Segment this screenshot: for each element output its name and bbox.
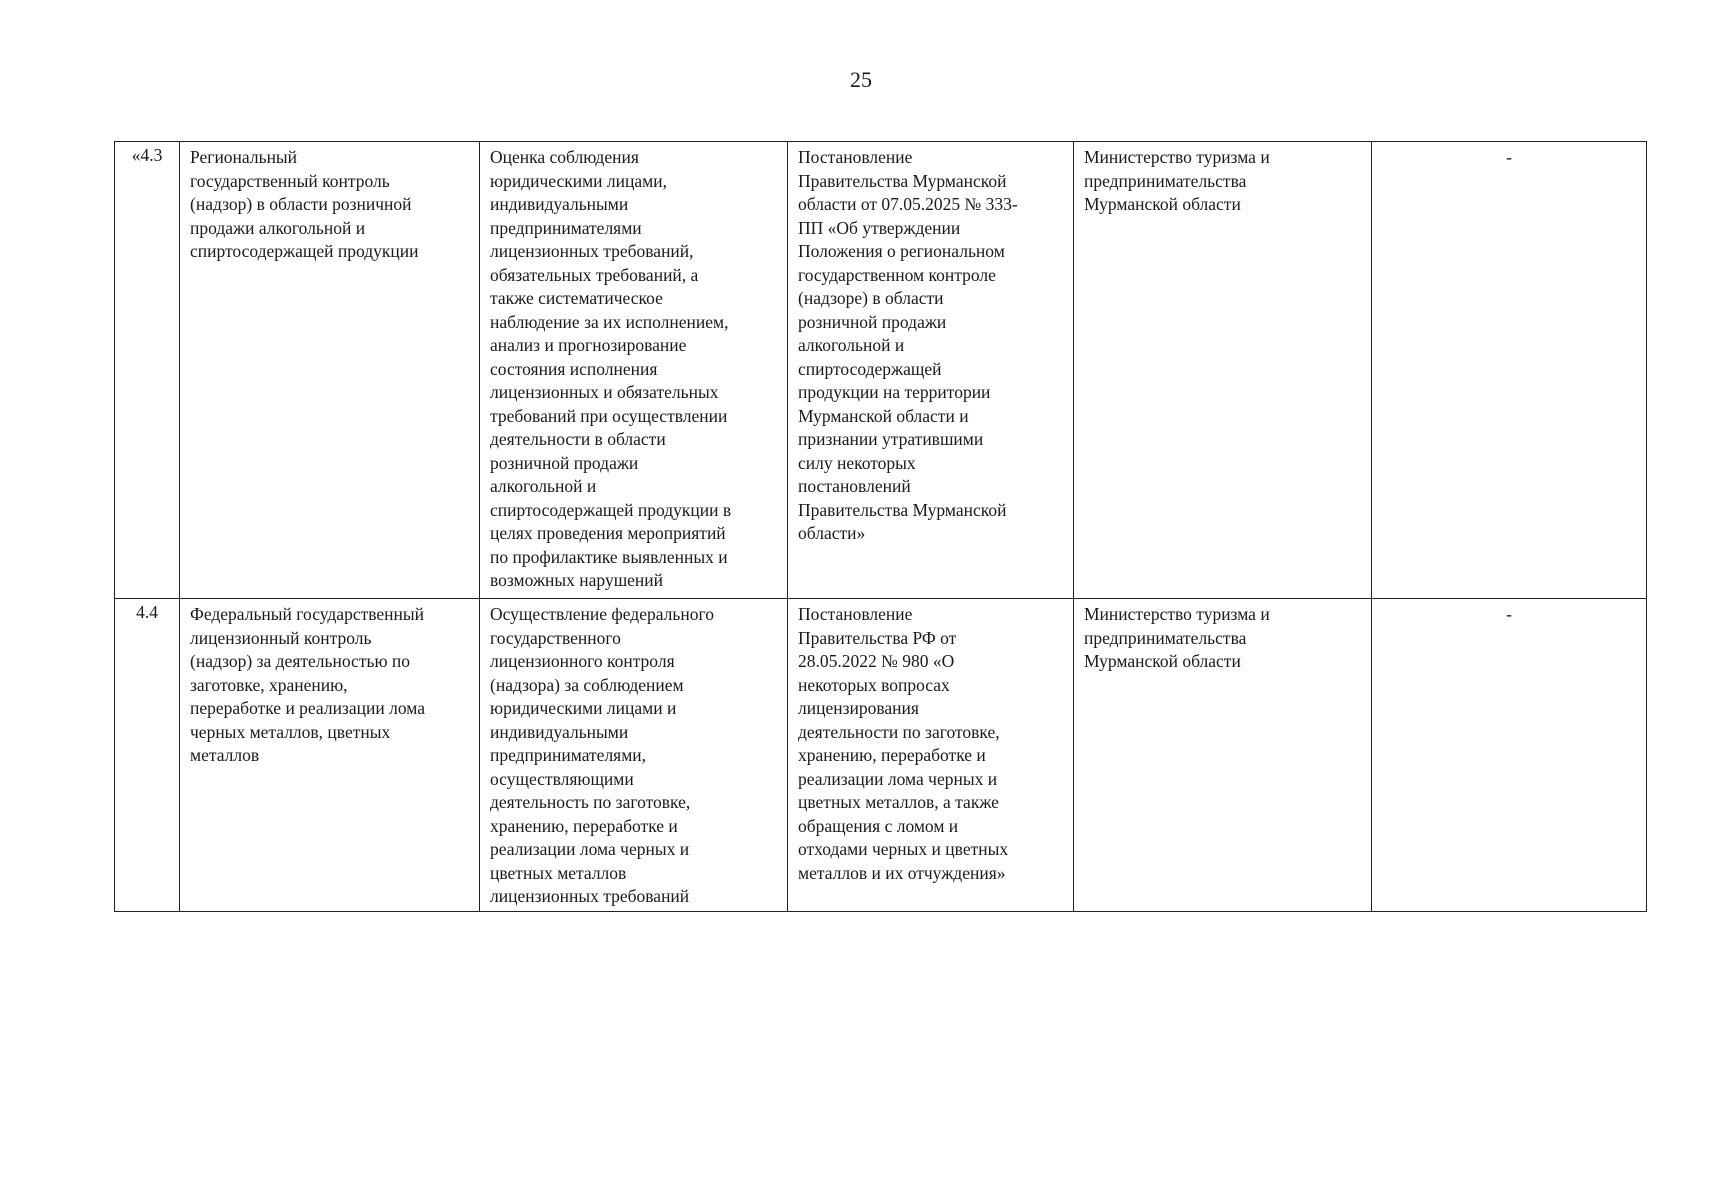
text-line: (надзоре) в области [798,288,944,308]
text-line: реализации лома черных и [798,768,998,789]
page-number: 25 [850,67,872,92]
text-line: лицензионных и обязательных [490,382,719,402]
row-number-cell: «4.3 [115,142,180,599]
text-line: возможных нарушений [490,570,664,590]
text-line: юридическими лицами и [490,698,677,718]
text-line: деятельность по заготовке, [490,792,691,812]
text-line: Положения о региональном [798,241,1005,261]
text-line: лицензионных требований [490,886,690,906]
table-row [115,599,1647,912]
text-line: области» [798,523,866,543]
text-line: наблюдение за их исполнением, [490,311,729,332]
text-line: продукции на территории [798,382,991,402]
text-line: предпринимательства [1084,627,1247,648]
text-line: Мурманской области и [798,405,969,426]
note-cell: - [1372,142,1647,599]
control-name-cell [180,142,480,599]
text-line: хранению, переработке и [490,815,678,836]
text-line: ПП «Об утверждении [798,217,961,238]
text-line: лицензионного контроля [490,651,675,671]
text-line: Федеральный государственный [190,604,425,624]
text-line: алкогольной и [798,335,905,355]
text-line: Мурманской области [1084,651,1241,671]
table-row [115,142,1647,599]
authority-cell [1074,599,1372,912]
text-line: алкогольной и [490,476,597,496]
authority-cell [1074,142,1372,599]
text-line: Региональный [190,147,298,167]
text-line: индивидуальными [490,721,629,742]
text-line: отходами черных и цветных [798,839,1009,859]
text-line: некоторых вопросах [798,674,950,695]
text-line: продажи алкогольной и [190,217,366,238]
text-line: государственного [490,627,621,648]
text-line: обращения с ломом и [798,815,959,836]
note-cell: - [1372,599,1647,912]
text-line: переработке и реализации лома [190,698,425,718]
text-line: черных металлов, цветных [190,721,391,742]
text-line: Министерство туризма и [1084,147,1270,167]
text-line: Оценка соблюдения [490,147,639,167]
text-line: деятельности в области [490,429,666,449]
text-line: государственном контроле [798,264,996,285]
text-line: (надзор) за деятельностью по [190,651,411,671]
text-line: 28.05.2022 № 980 «О [798,651,955,671]
text-line: спиртосодержащей [798,358,942,379]
text-line: лицензирования [798,698,919,718]
text-line: индивидуальными [490,194,629,214]
text-line: целях проведения мероприятий [490,523,726,543]
text-line: предпринимателями [490,217,642,238]
control-subject-cell [480,599,788,912]
text-line: осуществляющими [490,768,634,789]
text-line: Постановление [798,147,913,167]
text-line: розничной продажи [798,311,947,332]
text-line: хранению, переработке и [798,745,986,765]
text-line: лицензионных требований, [490,241,694,261]
text-line: металлов [190,745,260,765]
control-types-table [114,141,1647,912]
text-line: (надзор) в области розничной [190,194,412,214]
text-line: спиртосодержащей продукции в [490,499,732,520]
text-line: области от 07.05.2025 № 333- [798,194,1018,214]
text-line: деятельности по заготовке, [798,721,1000,742]
text-line: цветных металлов [490,862,627,883]
text-line: постановлений [798,476,911,496]
text-line: Правительства Мурманской [798,499,1007,520]
text-line: цветных металлов, а также [798,792,999,812]
text-line: признании утратившими [798,429,984,449]
control-subject-cell [480,142,788,599]
text-line: Осуществление федерального [490,604,714,624]
text-line: розничной продажи [490,452,639,473]
legal-act-cell [788,142,1074,599]
text-line: требований при осуществлении [490,405,728,426]
text-line: (надзора) за соблюдением [490,674,684,695]
text-line: силу некоторых [798,452,916,473]
text-line: лицензионный контроль [190,627,372,648]
text-line: Правительства Мурманской [798,170,1007,191]
text-line: предпринимательства [1084,170,1247,191]
text-line: государственный контроль [190,170,390,191]
text-line: спиртосодержащей продукции [190,241,419,261]
text-line: по профилактике выявленных и [490,546,728,567]
text-line: также систематическое [490,288,663,308]
text-line: реализации лома черных и [490,839,690,859]
text-line: состояния исполнения [490,358,658,379]
legal-act-cell [788,599,1074,912]
text-line: предпринимателями, [490,745,647,765]
text-line: металлов и их отчуждения» [798,862,1006,883]
text-line: обязательных требований, а [490,264,699,285]
text-line: Правительства РФ от [798,627,957,648]
text-line: анализ и прогнозирование [490,335,687,355]
text-line: Постановление [798,604,913,624]
text-line: Мурманской области [1084,194,1241,214]
row-number-cell: 4.4 [115,599,180,912]
text-line: Министерство туризма и [1084,604,1270,624]
control-name-cell [180,599,480,912]
text-line: юридическими лицами, [490,170,667,191]
text-line: заготовке, хранению, [190,674,348,695]
